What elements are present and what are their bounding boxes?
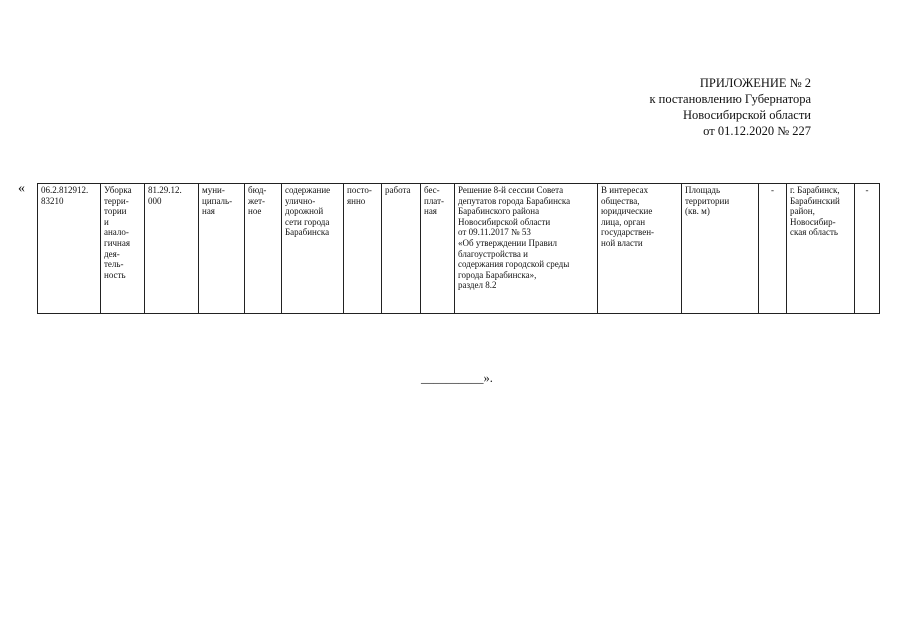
appendix-header bbox=[551, 75, 811, 139]
quality-indicator-cell: - bbox=[759, 184, 787, 314]
type-cell: работа bbox=[382, 184, 421, 314]
registry-table bbox=[37, 183, 880, 314]
conditions-cell: посто- янно bbox=[344, 184, 382, 314]
service-content-cell: содержание улично- дорожной сети города Барабинска bbox=[282, 184, 344, 314]
payment-cell: бес- плат- ная bbox=[421, 184, 455, 314]
consumers-cell: В интересах общества, юридические лица, орган государствен- ной власти bbox=[598, 184, 682, 314]
service-level-cell: муни- ципаль- ная bbox=[199, 184, 245, 314]
appendix-date-line: от 01.12.2020 № 227 bbox=[703, 124, 811, 138]
registry-number-cell: 06.2.812912. 83210 bbox=[38, 184, 101, 314]
service-name-cell: Уборка терри- тории и анало- гичная дея- тель- ность bbox=[101, 184, 145, 314]
table-row bbox=[38, 184, 880, 314]
notes-cell: - bbox=[855, 184, 880, 314]
closing-line: __________». bbox=[421, 371, 493, 385]
appendix-title: ПРИЛОЖЕНИЕ № 2 bbox=[699, 76, 811, 90]
volume-indicator-cell: Площадь территории (кв. м) bbox=[682, 184, 759, 314]
appendix-region-line: Новосибирской области bbox=[682, 108, 811, 122]
opening-quote: « bbox=[18, 181, 25, 196]
okpd-code-cell: 81.29.12. 000 bbox=[145, 184, 199, 314]
institution-type-cell: бюд- жет- ное bbox=[245, 184, 282, 314]
location-cell: г. Барабинск, Барабинский район, Новосибир- ская область bbox=[787, 184, 855, 314]
appendix-ref-line: к постановлению Губернатора bbox=[649, 92, 811, 106]
legal-basis-cell: Решение 8-й сессии Совета депутатов города Барабинска Барабинского района Новосибирской области от 09.11.2017 № 53 «Об утверждении Правил благоустройства и содержания городской среды города Барабинска», раздел 8.2 bbox=[455, 184, 598, 314]
